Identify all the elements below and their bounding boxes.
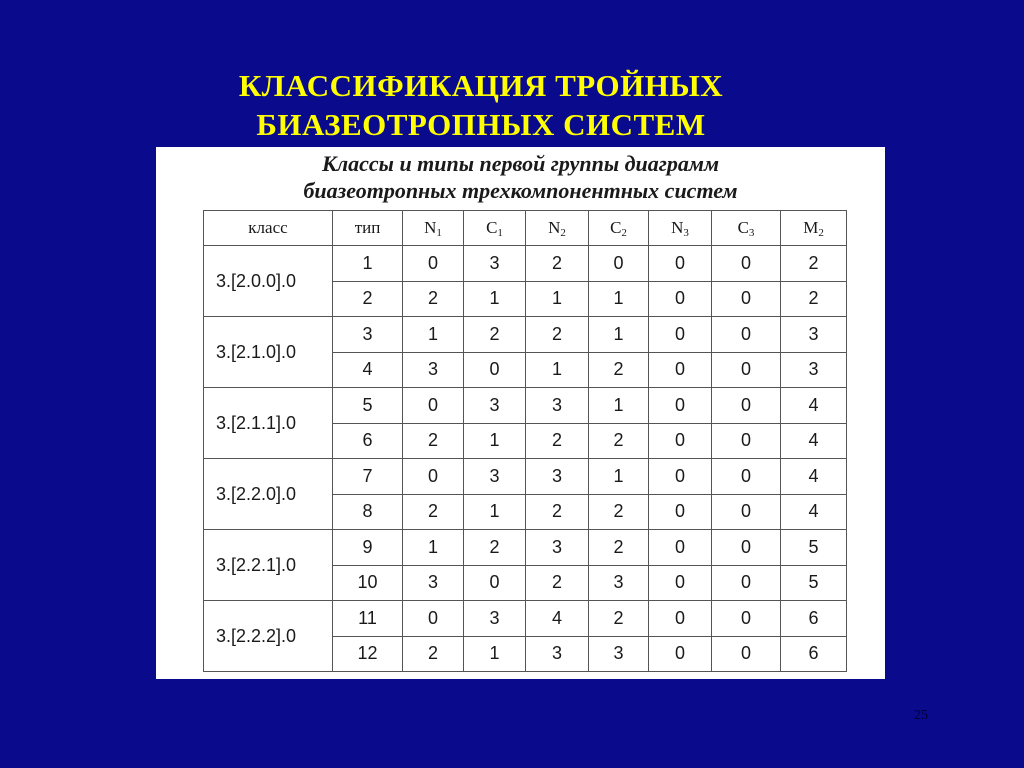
value-cell: 3 <box>526 459 589 495</box>
value-cell: 0 <box>649 565 712 601</box>
value-cell: 0 <box>649 317 712 353</box>
value-cell: 1 <box>403 317 464 353</box>
value-cell: 0 <box>589 246 649 282</box>
value-cell: 0 <box>712 530 781 566</box>
value-cell: 0 <box>403 459 464 495</box>
value-cell: 4 <box>781 423 847 459</box>
value-cell: 0 <box>464 352 526 388</box>
value-cell: 0 <box>649 281 712 317</box>
value-cell: 0 <box>464 565 526 601</box>
value-cell: 0 <box>649 388 712 424</box>
page-number: 25 <box>914 708 928 723</box>
value-cell: 3 <box>464 246 526 282</box>
type-cell: 3 <box>333 317 403 353</box>
value-cell: 3 <box>589 636 649 672</box>
type-cell: 9 <box>333 530 403 566</box>
value-cell: 0 <box>712 494 781 530</box>
table-body <box>204 246 847 672</box>
value-cell: 3 <box>589 565 649 601</box>
value-cell: 6 <box>781 601 847 637</box>
value-cell: 0 <box>649 494 712 530</box>
value-cell: 0 <box>403 246 464 282</box>
header-m2: $M_2$ <box>781 211 847 246</box>
value-cell: 1 <box>403 530 464 566</box>
value-cell: 1 <box>464 281 526 317</box>
value-cell: 2 <box>526 246 589 282</box>
value-cell: 3 <box>526 636 589 672</box>
value-cell: 2 <box>403 423 464 459</box>
type-cell: 7 <box>333 459 403 495</box>
value-cell: 1 <box>526 352 589 388</box>
value-cell: 4 <box>781 459 847 495</box>
table-caption-line-1: Классы и типы первой группы диаграмм <box>321 151 720 176</box>
value-cell: 0 <box>712 317 781 353</box>
value-cell: 2 <box>589 352 649 388</box>
value-cell: 0 <box>649 246 712 282</box>
value-cell: 3 <box>464 459 526 495</box>
value-cell: 2 <box>464 317 526 353</box>
value-cell: 3 <box>403 565 464 601</box>
table-panel <box>156 147 885 679</box>
value-cell: 0 <box>712 565 781 601</box>
slide-title-line-2: БИАЗЕОТРОПНЫХ СИСТЕМ <box>256 107 706 142</box>
value-cell: 2 <box>589 423 649 459</box>
value-cell: 1 <box>464 636 526 672</box>
class-cell: 3.[2.2.2].0 <box>204 601 333 672</box>
value-cell: 6 <box>781 636 847 672</box>
type-cell: 4 <box>333 352 403 388</box>
class-cell: 3.[2.0.0].0 <box>204 246 333 317</box>
value-cell: 2 <box>526 494 589 530</box>
value-cell: 0 <box>403 601 464 637</box>
value-cell: 2 <box>589 530 649 566</box>
slide-title-line-1: КЛАССИФИКАЦИЯ ТРОЙНЫХ <box>238 68 724 103</box>
value-cell: 0 <box>712 352 781 388</box>
header-c2: $C_2$ <box>589 211 649 246</box>
type-cell: 8 <box>333 494 403 530</box>
value-cell: 0 <box>649 352 712 388</box>
type-cell: 10 <box>333 565 403 601</box>
table-caption-line-2: биазеотропных трехкомпонентных систем <box>303 178 738 203</box>
header-c1: $C_1$ <box>464 211 526 246</box>
table-header-row <box>204 211 847 246</box>
value-cell: 0 <box>649 636 712 672</box>
value-cell: 0 <box>712 281 781 317</box>
class-cell: 3.[2.2.0].0 <box>204 459 333 530</box>
value-cell: 4 <box>781 494 847 530</box>
table-row <box>204 530 847 566</box>
table-row <box>204 246 847 282</box>
type-cell: 1 <box>333 246 403 282</box>
header-n2: $N_2$ <box>526 211 589 246</box>
value-cell: 0 <box>649 601 712 637</box>
class-cell: 3.[2.2.1].0 <box>204 530 333 601</box>
value-cell: 1 <box>589 388 649 424</box>
table-row <box>204 459 847 495</box>
value-cell: 0 <box>649 530 712 566</box>
value-cell: 3 <box>526 530 589 566</box>
value-cell: 3 <box>464 601 526 637</box>
value-cell: 1 <box>589 317 649 353</box>
value-cell: 1 <box>526 281 589 317</box>
table-row <box>204 317 847 353</box>
value-cell: 3 <box>781 352 847 388</box>
value-cell: 0 <box>649 459 712 495</box>
value-cell: 1 <box>589 459 649 495</box>
value-cell: 5 <box>781 530 847 566</box>
header-c3: $C_3$ <box>712 211 781 246</box>
value-cell: 0 <box>712 423 781 459</box>
value-cell: 0 <box>712 388 781 424</box>
value-cell: 4 <box>781 388 847 424</box>
table-row <box>204 601 847 637</box>
value-cell: 2 <box>589 494 649 530</box>
value-cell: 1 <box>464 423 526 459</box>
value-cell: 2 <box>526 565 589 601</box>
value-cell: 2 <box>526 423 589 459</box>
value-cell: 5 <box>781 565 847 601</box>
value-cell: 2 <box>403 494 464 530</box>
value-cell: 2 <box>403 281 464 317</box>
value-cell: 3 <box>464 388 526 424</box>
value-cell: 2 <box>589 601 649 637</box>
class-cell: 3.[2.1.0].0 <box>204 317 333 388</box>
header-n1: $N_1$ <box>403 211 464 246</box>
value-cell: 1 <box>464 494 526 530</box>
type-cell: 2 <box>333 281 403 317</box>
value-cell: 0 <box>649 423 712 459</box>
header-class: класс <box>204 211 333 246</box>
type-cell: 6 <box>333 423 403 459</box>
classification-table <box>203 210 847 672</box>
value-cell: 3 <box>781 317 847 353</box>
header-n3: $N_3$ <box>649 211 712 246</box>
type-cell: 12 <box>333 636 403 672</box>
value-cell: 2 <box>464 530 526 566</box>
header-type: тип <box>333 211 403 246</box>
table-row <box>204 388 847 424</box>
value-cell: 2 <box>526 317 589 353</box>
value-cell: 0 <box>712 636 781 672</box>
table-caption <box>156 150 885 204</box>
value-cell: 0 <box>403 388 464 424</box>
value-cell: 2 <box>781 281 847 317</box>
value-cell: 3 <box>526 388 589 424</box>
value-cell: 2 <box>403 636 464 672</box>
class-cell: 3.[2.1.1].0 <box>204 388 333 459</box>
value-cell: 2 <box>781 246 847 282</box>
value-cell: 0 <box>712 459 781 495</box>
slide-title <box>0 66 962 144</box>
value-cell: 1 <box>589 281 649 317</box>
value-cell: 3 <box>403 352 464 388</box>
value-cell: 0 <box>712 601 781 637</box>
value-cell: 4 <box>526 601 589 637</box>
value-cell: 0 <box>712 246 781 282</box>
type-cell: 11 <box>333 601 403 637</box>
type-cell: 5 <box>333 388 403 424</box>
